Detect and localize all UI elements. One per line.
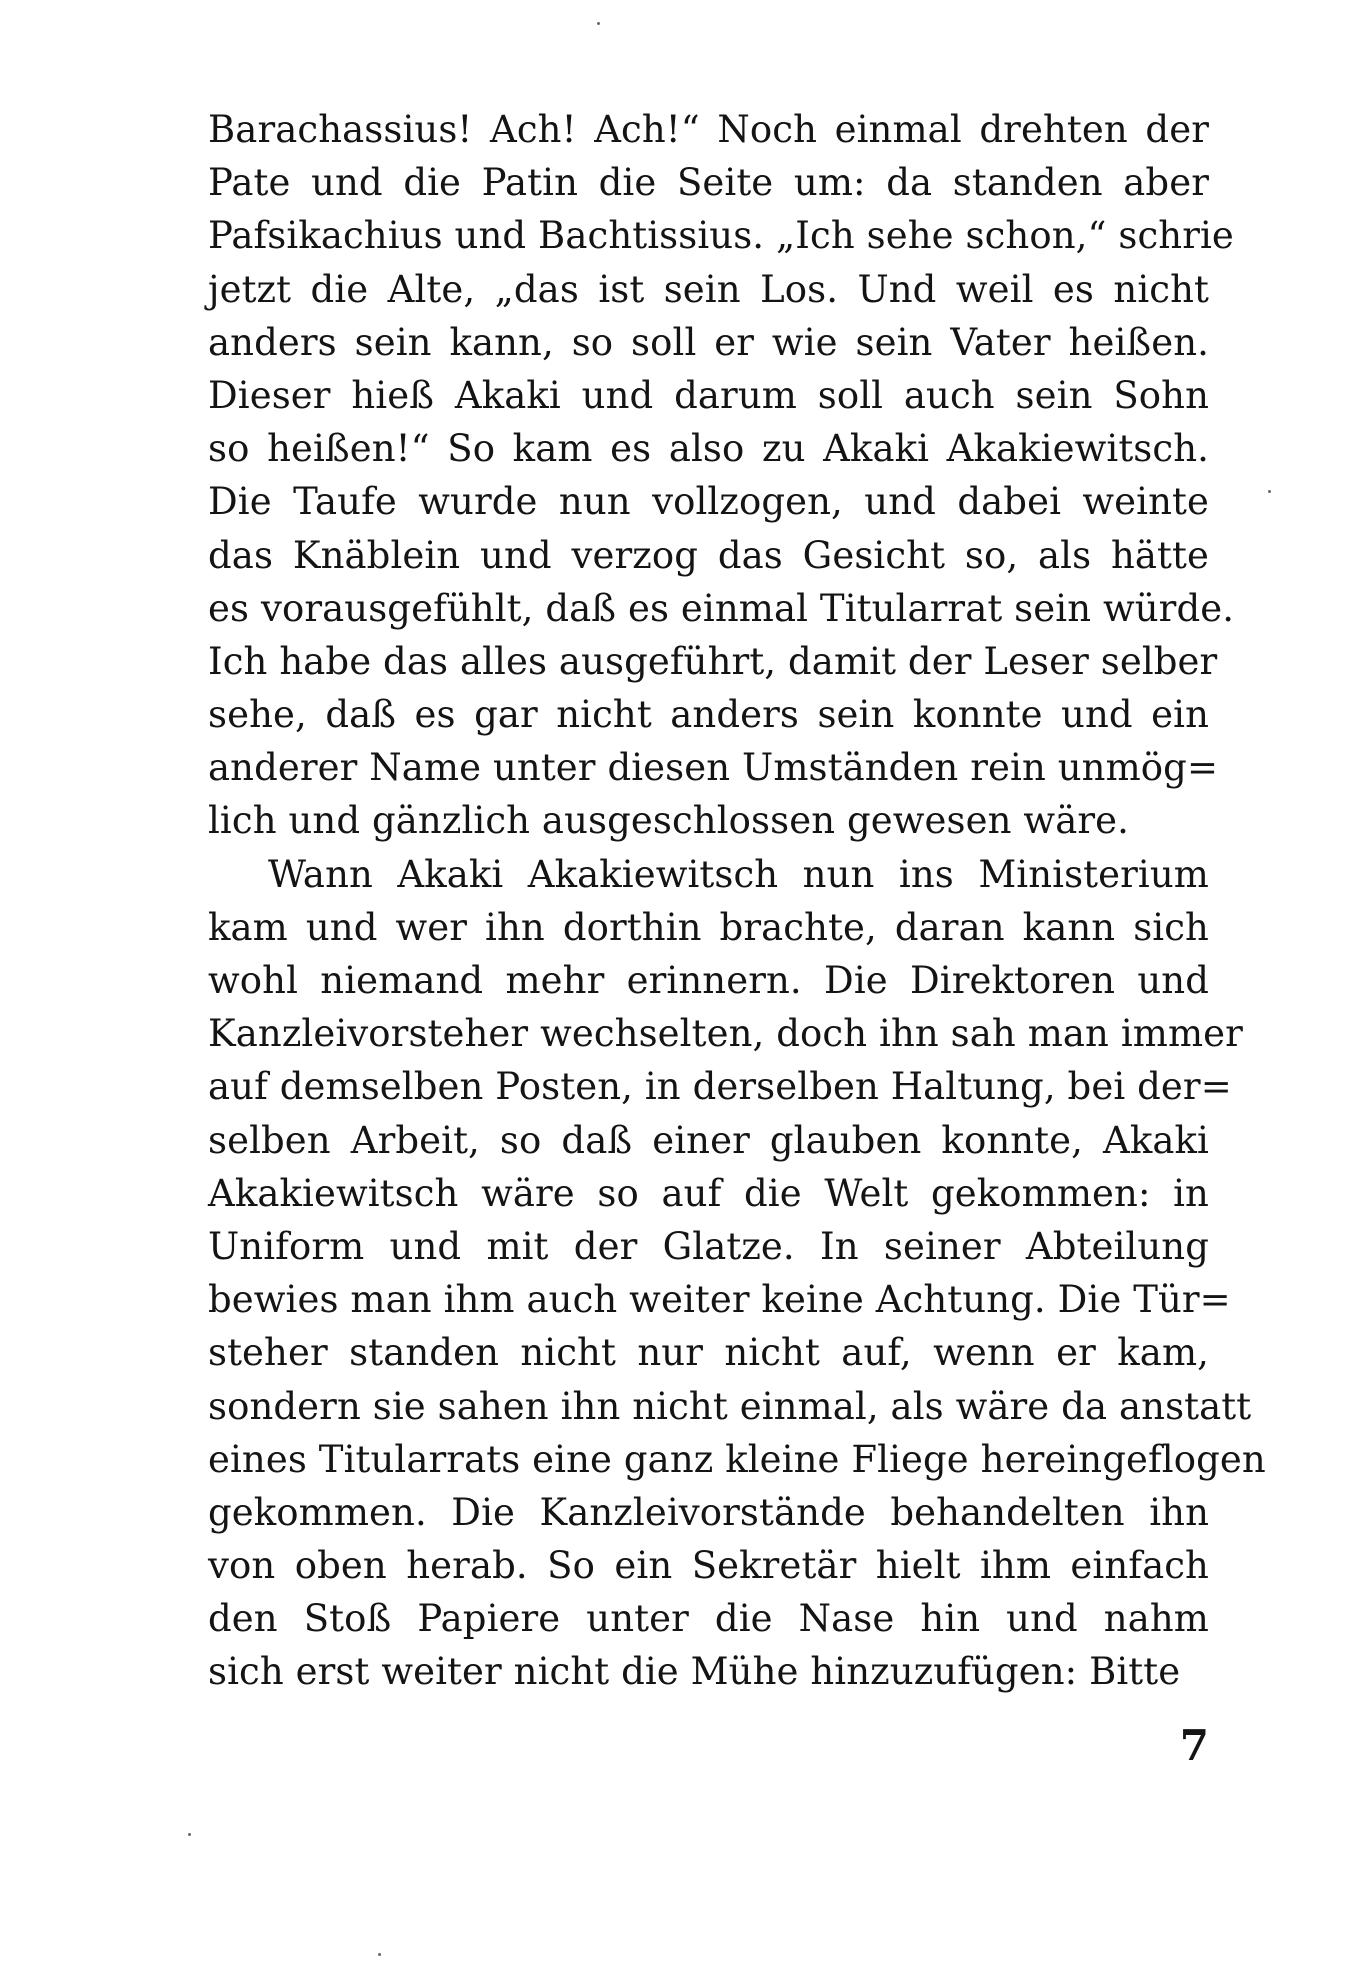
- scan-speck: [378, 1953, 381, 1956]
- scan-speck: [1268, 490, 1271, 493]
- text-line: lich und gänzlich ausgeschlossen gewesen wäre.: [208, 799, 1129, 843]
- text-line: sehe, daß es gar nicht anders sein konnte und ein: [208, 693, 1209, 737]
- text-line: Pate und die Patin die Seite um: da standen aber: [208, 161, 1209, 205]
- text-line: anders sein kann, so soll er wie sein Vater heißen.: [208, 320, 1209, 364]
- scan-speck: [188, 1833, 191, 1836]
- scan-speck: [597, 22, 600, 25]
- text-line: Ich habe das alles ausgeführt, damit der Leser selber: [208, 639, 1218, 683]
- text-line: das Knäblein und verzog das Gesicht so, als hätte: [208, 533, 1209, 577]
- text-line: von oben herab. So ein Sekretär hielt ihm einfach: [208, 1544, 1209, 1588]
- text-line: jetzt die Alte, „das ist sein Los. Und weil es nicht: [208, 267, 1209, 311]
- text-line: so heißen!“ So kam es also zu Akaki Akakiewitsch.: [208, 427, 1209, 471]
- text-line: Dieser hieß Akaki und darum soll auch sein Sohn: [208, 373, 1209, 417]
- text-line: es vorausgefühlt, daß es einmal Titularrat sein würde.: [208, 586, 1235, 630]
- body-text: [208, 103, 1266, 1699]
- text-line: Barachassius! Ach! Ach!“ Noch einmal drehten der: [208, 108, 1209, 151]
- text-line: kam und wer ihn dorthin brachte, daran kann sich: [208, 905, 1209, 949]
- text-line: sondern sie sahen ihn nicht einmal, als wäre da anstatt: [208, 1384, 1252, 1428]
- text-line: Pafsikachius und Bachtissius. „Ich sehe schon,“ schrie: [208, 214, 1234, 258]
- text-line: eines Titularrats eine ganz kleine Fliege hereingeflogen: [208, 1437, 1266, 1481]
- paragraph-1: [208, 103, 1235, 848]
- text-line: den Stoß Papiere unter die Nase hin und nahm: [208, 1597, 1209, 1641]
- text-line: selben Arbeit, so daß einer glauben konnte, Akaki: [208, 1118, 1209, 1162]
- paragraph-2: [208, 848, 1266, 1699]
- text-line: bewies man ihm auch weiter keine Achtung. Die Tür=: [208, 1278, 1231, 1322]
- page-number: 7: [1179, 1721, 1209, 1770]
- text-line: Wann Akaki Akakiewitsch nun ins Ministerium: [268, 852, 1209, 896]
- text-line: auf demselben Posten, in derselben Haltung, bei der=: [208, 1065, 1232, 1109]
- text-line: sich erst weiter nicht die Mühe hinzuzufügen: Bitte: [208, 1650, 1181, 1694]
- text-line: Akakiewitsch wäre so auf die Welt gekommen: in: [208, 1171, 1209, 1215]
- text-line: gekommen. Die Kanzleivorstände behandelten ihn: [208, 1490, 1209, 1534]
- text-line: wohl niemand mehr erinnern. Die Direktoren und: [208, 959, 1209, 1002]
- text-line: Uniform und mit der Glatze. In seiner Abteilung: [208, 1224, 1209, 1268]
- text-line: anderer Name unter diesen Umständen rein unmög=: [208, 746, 1219, 790]
- text-line: Die Taufe wurde nun vollzogen, und dabei weinte: [208, 480, 1209, 524]
- text-line: steher standen nicht nur nicht auf, wenn er kam,: [208, 1331, 1209, 1375]
- text-line: Kanzleivorsteher wechselten, doch ihn sah man immer: [208, 1012, 1243, 1056]
